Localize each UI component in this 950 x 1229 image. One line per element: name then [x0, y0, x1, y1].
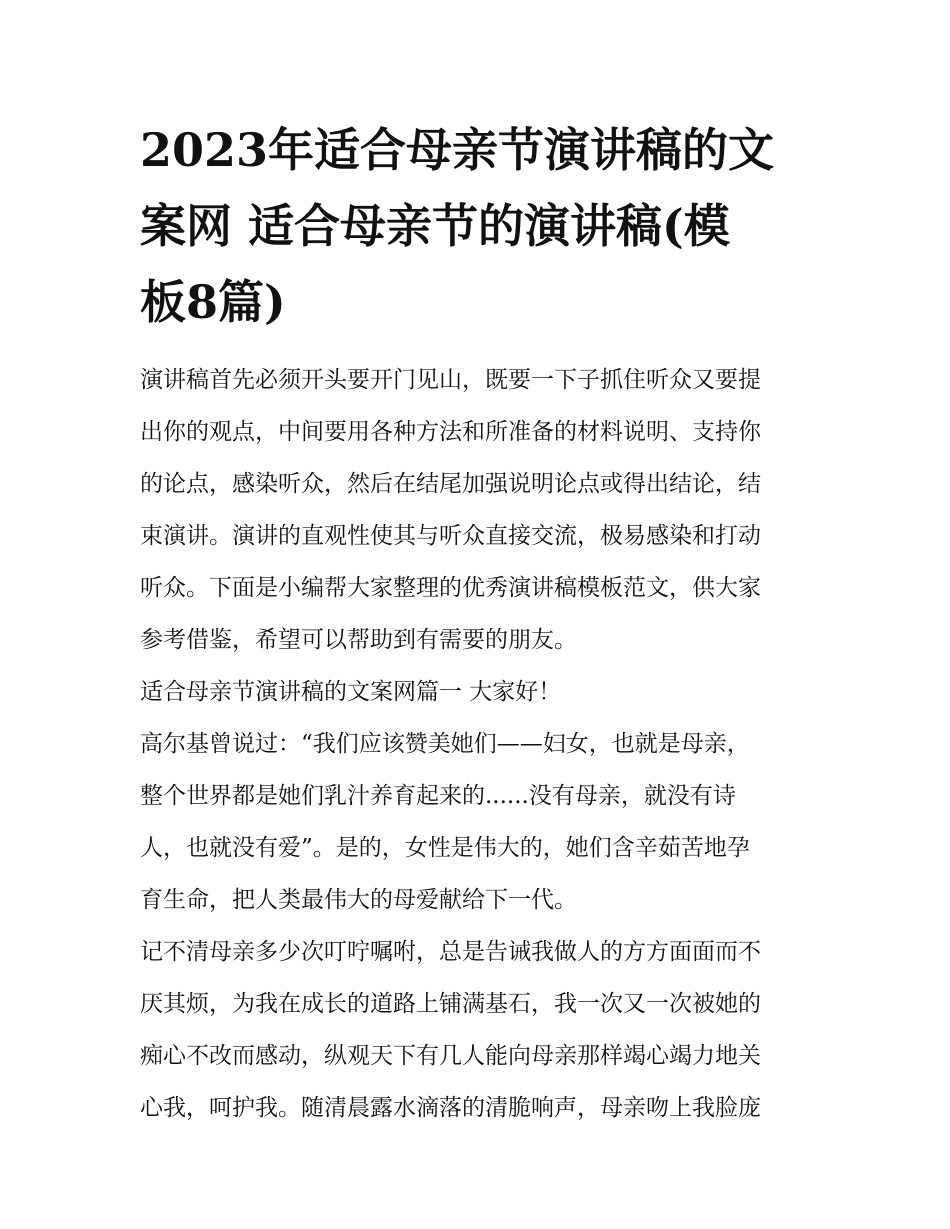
intro-paragraph: 演讲稿首先必须开头要开门见山，既要一下子抓住听众又要提 出你的观点，中间要用各种方法和所准备的材料说明、支持你 的论点，感染听众，然后在结尾加强说明论点或得出结论，结 束演讲。演讲的直观性使其与听众直接交流，极易感染和打动 听众。下面是小编帮大家整理的优秀演讲稿模板范文，供大家 参考借鉴，希望可以帮助到有需要的朋友。	[140, 367, 761, 653]
section-heading-paragraph: 适合母亲节演讲稿的文案网篇一 大家好！	[140, 679, 562, 705]
document-title: 2023年适合母亲节演讲稿的文 案网 适合母亲节的演讲稿(模 板8篇)	[140, 123, 775, 329]
quote-paragraph: 高尔基曾说过：“我们应该赞美她们——妇女，也就是母亲， 整个世界都是她们乳汁养育起来的......没有母亲，就没有诗 人，也就没有爱”。是的，女性是伟大的，她们含辛茹苦地孕 育生命，把人类最伟大的母爱献给下一代。	[140, 731, 750, 913]
memory-paragraph: 记不清母亲多少次叮咛嘱咐，总是告诫我做人的方方面面而不 厌其烦，为我在成长的道路上铺满基石，我一次又一次被她的 痴心不改而感动，纵观天下有几人能向母亲那样竭心竭力地关 心我，呵护我。随清晨露水滴落的清脆响声，母亲吻上我脸庞	[140, 939, 761, 1121]
document-body	[140, 354, 820, 1134]
